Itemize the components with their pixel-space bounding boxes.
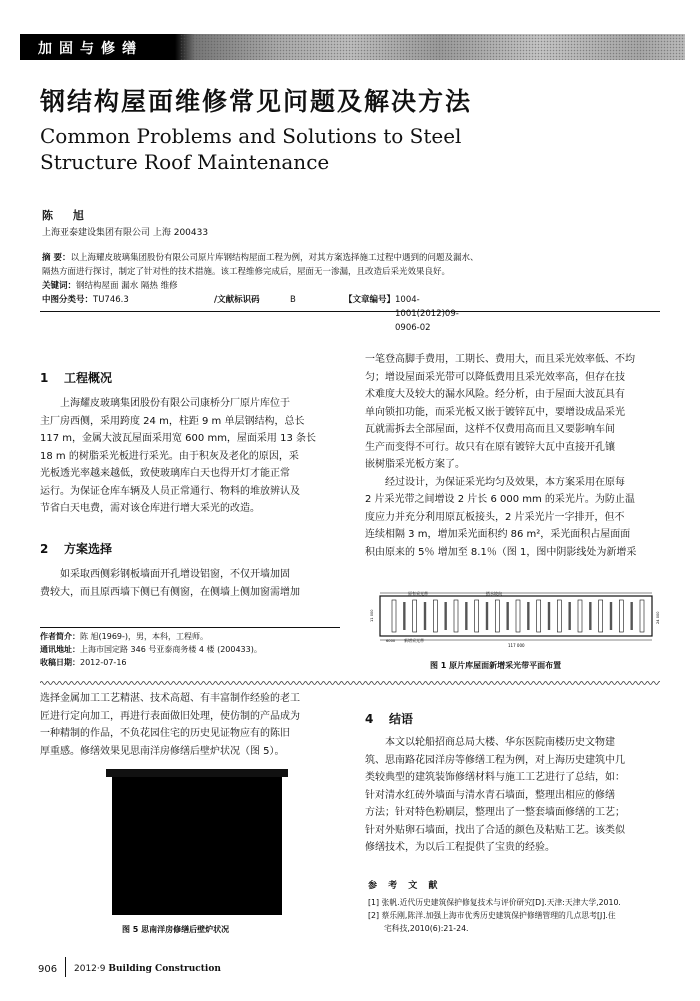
skylight-band [619, 600, 623, 632]
text-line: 积由原来的 5％ 增加至 8.1％（图 1，图中阴影线处为新增采 [365, 546, 637, 558]
skylight-band [640, 600, 644, 632]
skylight-band [557, 600, 561, 632]
references-title: 参 考 文 献 [368, 881, 442, 891]
new-skylight-band [403, 602, 405, 630]
abstract-line2: 隔热方面进行探讨，制定了针对性的技术措施。该工程维修完成后，屋面无一渗漏，且改造后采光效果良好。 [42, 267, 451, 277]
text-line: 瓦就需拆去全部屋面，这样不仅费用高而且又要影响车间 [365, 424, 615, 435]
section1-heading [40, 369, 340, 386]
section2-number: 2 [40, 542, 49, 556]
label-original-skylight: 原有采光带 [408, 591, 428, 596]
keywords-value: 钢结构屋面 漏水 隔热 维修 [76, 281, 178, 291]
text-line: 费较大，而且原西墙下侧已有侧窗，在侧墙上侧加窗需增加 [40, 586, 300, 598]
skylight-band [475, 600, 479, 632]
dim-left: 11 000 [370, 609, 374, 622]
skylight-bands [392, 600, 644, 632]
date-value: 2012-07-16 [80, 658, 127, 667]
skylight-band [454, 600, 458, 632]
section1-title: 工程概况 [64, 371, 113, 385]
text-line: 针对清水红砖外墙面与清水青石墙面，整理出相应的修缮 [365, 789, 615, 801]
author-bio [40, 630, 208, 643]
author-name: 陈 旭 [42, 209, 92, 222]
doc-code-value: B [290, 295, 296, 305]
text-line: 术难度大及较大的漏水风险。经分析，由于屋面大波瓦具有 [365, 389, 625, 400]
wavy-divider [40, 680, 660, 686]
section1-number: 1 [40, 371, 49, 385]
skylight-band [537, 600, 541, 632]
section-header-band [20, 34, 685, 60]
title-chinese: 钢结构屋面维修常见问题及解决方法 [40, 87, 473, 116]
text-line: 针对外贴卵石墙面，找出了合适的颜色及粘贴工艺。该类似 [365, 824, 625, 836]
new-skylight-band [610, 602, 612, 630]
dim-right: 24 000 [656, 611, 660, 624]
title-english-line2: Structure Roof Maintenance [40, 150, 330, 174]
text-line: 主厂房西侧，采用跨度 24 m，柱距 9 m 单层钢结构，总长 [40, 415, 305, 427]
date-label: 收稿日期： [40, 658, 80, 667]
lower-left-body [40, 690, 340, 760]
reference-item: 宅科技,2010(6):21-24. [384, 924, 469, 933]
abstract-line1 [42, 251, 662, 265]
figure1-roof-plan [368, 590, 662, 648]
doc-code-label: 文献标识码 [217, 295, 260, 305]
abstract-label: 摘 要： [42, 253, 71, 263]
text-line: 光板透光率越来越低，致使玻璃库白天也得开灯才能正常 [40, 468, 290, 479]
dim-total: 117 000 [508, 643, 525, 648]
clc-value: TU746.3 [93, 295, 129, 305]
footer-divider [65, 957, 66, 977]
section2-heading [40, 540, 340, 557]
note-divider [40, 627, 340, 628]
footer-journal [74, 964, 221, 974]
text-line: 生产而变得不可行。故只有在原有镀锌大瓦中直接开孔镶 [365, 441, 615, 453]
new-skylight-band [444, 602, 446, 630]
text-line: 方法；针对特色粉刷层，整理出了一整套墙面修缮的工艺； [365, 807, 625, 818]
text-line: 如采取西侧彩钢板墙面开孔增设铝窗，不仅开墙加固 [60, 569, 290, 580]
text-line: 厚重感。修缮效果见思南洋房修缮后壁炉状况（图 5）。 [40, 745, 285, 757]
section4-title: 结语 [389, 712, 414, 726]
text-line: 筑、思南路花园洋房等修缮工程为例，对上海历史建筑中几 [365, 754, 625, 766]
new-skylight-band [465, 602, 467, 630]
received-date [40, 656, 127, 669]
author-affiliation: 上海亚泰建设集团有限公司 上海 200433 [42, 228, 209, 238]
section4-number: 4 [365, 712, 374, 726]
references-list [368, 896, 668, 935]
keywords-label: 关键词： [42, 281, 77, 291]
footer-issue: 2012·9 [74, 964, 106, 974]
fireplace-mantel [106, 769, 288, 777]
text-line: 运行。为保证仓库车辆及人员正常通行、物料的堆放辨认及 [40, 485, 300, 497]
skylight-band [516, 600, 520, 632]
new-skylight-band [486, 602, 488, 630]
article-no-label: 【文章编号】 [344, 295, 396, 305]
section4-heading [365, 710, 665, 727]
abstract-divider [40, 311, 660, 312]
figure5-caption: 图 5 思南洋房修缮后壁炉状况 [122, 925, 230, 934]
text-line: 匀；增设屋面采光带可以降低费用且采光效率高，但存在技 [365, 371, 625, 383]
section2-body [40, 566, 340, 601]
title-english-line1: Common Problems and Solutions to Steel [40, 124, 462, 148]
skylight-band [392, 600, 396, 632]
new-skylight-band [506, 602, 508, 630]
text-line: 类较典型的建筑装饰修缮材料与施工工艺进行了总结，如： [365, 772, 625, 783]
text-line: 18 m 的树脂采光板进行采光。由于积灰及老化的原因，采 [40, 450, 299, 462]
skylight-band [433, 600, 437, 632]
abstract-text-1: 以上海耀皮玻璃集团股份有限公司原片库钢结构屋面工程为例，对其方案选择施工过程中遇到的问题及漏水、 [70, 253, 479, 263]
bio-label: 作者简介： [40, 632, 80, 641]
new-skylight-band [548, 602, 550, 630]
text-line: 嵌树脂采光板方案了。 [365, 459, 465, 470]
reference-item: [2] 蔡乐刚,陈洋.加强上海市优秀历史建筑保护修缮管理的几点思考[J].住 [368, 911, 616, 920]
skylight-band [578, 600, 582, 632]
section1-body [40, 395, 340, 518]
figure5-fireplace-photo [112, 769, 282, 915]
text-line: 本文以轮船招商总局大楼、华东医院南楼历史文物建 [385, 737, 615, 748]
footer-journal-name: Building Construction [108, 964, 221, 974]
text-line: 117 m，金属大波瓦屋面采用宽 600 mm，屋面采用 13 条长 [40, 433, 317, 444]
article-no-value: 1004-1001(2012)09-0906-02 [395, 295, 459, 333]
author-address [40, 643, 262, 656]
section2-title: 方案选择 [64, 542, 113, 556]
text-line: 2 片采光带之间增设 2 片长 6 000 mm 的采光片。为防止温 [365, 494, 635, 505]
new-skylight-band [630, 602, 632, 630]
skylight-band [413, 600, 417, 632]
text-line: 一种精制的作品，不负花园住宅的历史见证物应有的陈旧 [40, 728, 290, 739]
text-line: 上海耀皮玻璃集团股份有限公司康桥分厂原片库位于 [60, 398, 290, 409]
figure1-caption: 图 1 原片库屋面新增采光带平面布置 [430, 661, 562, 670]
new-skylight-band [589, 602, 591, 630]
skylight-band [495, 600, 499, 632]
text-line: 经过设计，为保证采光均匀及效果，本方案采用在原每 [385, 476, 625, 488]
text-line: 度应力并充分利用原瓦板接头，2 片采光片一字排开，但不 [365, 511, 625, 523]
clc-label: 中图分类号： [42, 295, 94, 305]
address-value: 上海市国定路 346 号亚泰商务楼 4 楼 (200433)。 [80, 645, 262, 654]
text-line: 单向锁扣功能，而采光板又嵌于镀锌瓦中，要增设成品采光 [365, 406, 625, 418]
address-label: 通讯地址： [40, 645, 80, 654]
label-new-skylight: 新增采光带 [404, 638, 424, 643]
new-skylight-band [527, 602, 529, 630]
keywords-row [42, 279, 662, 293]
right-column-upper [365, 351, 665, 561]
text-line: 选择金属加工工艺精湛、技术高超、有丰富制作经验的老工 [40, 693, 300, 704]
new-skylight-band [568, 602, 570, 630]
text-line: 一笔登高脚手费用，工期长、费用大，而且采光效率低、不均 [365, 354, 635, 365]
text-line: 匠进行定向加工，再进行表面做旧处理，使仿制的产品成为 [40, 710, 300, 722]
new-skylight-band [424, 602, 426, 630]
text-line: 连续相隔 3 m，增加采光面积约 86 m²，采光面积占屋面面 [365, 529, 631, 540]
text-line: 修缮技术，为以后工程提供了宝贵的经验。 [365, 842, 555, 853]
skylight-band [599, 600, 603, 632]
text-line: 节省白天电费，需对该仓库进行增大采光的改造。 [40, 503, 260, 514]
label-drainage-slope: 搭水坡向 [486, 591, 502, 596]
reference-item: [1] 张帆.近代历史建筑保护修复技术与评价研究[D].天津:天津大学,2010. [368, 898, 621, 907]
page-number: 906 [38, 964, 58, 975]
section4-body [365, 734, 665, 857]
dim-small: 6000 [386, 639, 396, 643]
section-label: 加固与修缮 [38, 41, 143, 57]
bio-value: 陈 旭(1969-)，男，本科，工程师。 [80, 632, 209, 641]
